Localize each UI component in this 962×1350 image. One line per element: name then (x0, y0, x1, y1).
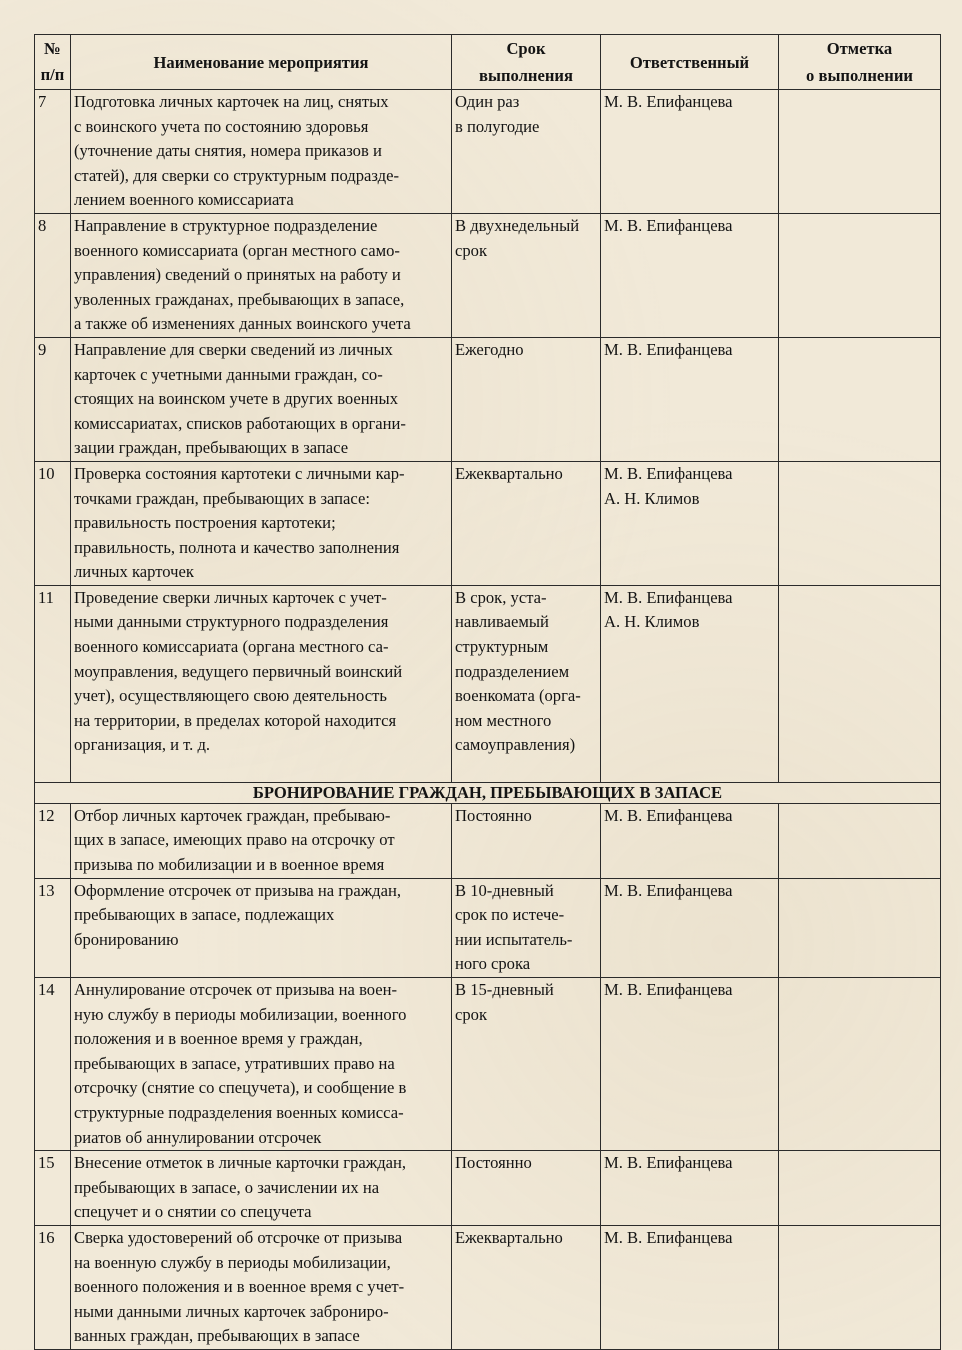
event-term (452, 803, 601, 878)
event-name-line: щих в запасе, имеющих право на отсрочку от (74, 830, 395, 850)
table-row (35, 978, 941, 1151)
event-name-line: пребывающих в запасе, подлежащих (74, 905, 335, 925)
event-name-line: спецучет и о снятии со спецучета (74, 1202, 312, 1222)
event-responsible (601, 461, 779, 585)
header-num (35, 35, 71, 90)
event-name (71, 1151, 452, 1226)
event-name (71, 1225, 452, 1349)
table-row (35, 213, 941, 337)
completion-mark-cell (779, 1225, 941, 1349)
event-name-line: Проведение сверки личных карточек с учет- (74, 587, 387, 607)
event-responsible (601, 90, 779, 214)
event-name-line: военного комиссариата (органа местного са- (74, 637, 389, 657)
responsible-person: М. В. Епифанцева (604, 1153, 733, 1173)
event-name-line: управления) сведений о принятых на работу и (74, 265, 401, 285)
event-name-line: структурные подразделения военных комисса- (74, 1103, 404, 1122)
completion-mark-cell (779, 337, 941, 461)
event-name-line: пребывающих в запасе, утративших право на (74, 1053, 395, 1073)
section-row (35, 782, 941, 803)
event-term (452, 337, 601, 461)
event-name-line: статей), для сверки со структурным подразде- (74, 165, 399, 185)
event-term-line: Постоянно (455, 1153, 532, 1173)
events-table (34, 34, 941, 1350)
event-term-line: срок (455, 240, 488, 260)
completion-mark-cell (779, 90, 941, 214)
table-row (35, 461, 941, 585)
header-term (452, 35, 601, 90)
event-name-line: стоящих на воинском учете в других военных (74, 389, 398, 409)
event-name-line: военного комиссариата (орган местного само- (74, 240, 400, 260)
event-term-line: В 10-дневный (455, 880, 554, 900)
event-name-line: ными данными личных карточек заброниро- (74, 1301, 389, 1321)
event-name-line: бронированию (74, 929, 179, 949)
event-term (452, 1151, 601, 1226)
event-term-line: структурным (455, 637, 549, 657)
completion-mark-cell (779, 978, 941, 1151)
event-name-line: комиссариатах, списков работающих в органи- (74, 413, 406, 433)
completion-mark-cell (779, 878, 941, 977)
event-responsible (601, 1225, 779, 1349)
event-term-line: срок по истече- (455, 905, 565, 925)
responsible-person: А. Н. Климов (604, 612, 700, 632)
event-name-line: ными данными структурного подразделения (74, 612, 389, 632)
event-term-line: в полугодие (455, 116, 540, 136)
event-name (71, 878, 452, 977)
section-title: БРОНИРОВАНИЕ ГРАЖДАН, ПРЕБЫВАЮЩИХ В ЗАПАСЕ (35, 782, 941, 803)
event-name-line: отсрочку (снятие со спецучета), и сообщение в (74, 1078, 407, 1098)
event-name-line: личных карточек (74, 562, 194, 582)
header-term-line: выполнения (479, 66, 573, 85)
table-row (35, 1151, 941, 1226)
event-term-line: подразделением (455, 661, 570, 681)
event-name-line: на территории, в пределах которой находится (74, 710, 397, 730)
event-name-line: положения и в военное время у граждан, (74, 1029, 363, 1049)
event-name-line: учет), осуществляющего свою деятельность (74, 686, 387, 706)
event-term-line: ном местного (455, 710, 552, 730)
event-term-line: Ежеквартально (455, 463, 563, 483)
event-term (452, 585, 601, 782)
event-name (71, 585, 452, 782)
event-term-line: Ежеквартально (455, 1227, 563, 1247)
completion-mark-cell (779, 213, 941, 337)
event-name-line: Направление для сверки сведений из личных (74, 339, 393, 359)
event-name-line: риатов об аннулировании отсрочек (74, 1127, 322, 1147)
event-name-line: точками граждан, пребывающих в запасе: (74, 488, 370, 508)
table-section (35, 782, 941, 803)
row-number: 7 (35, 90, 71, 214)
document-page (34, 34, 940, 1350)
table-body-part-1 (35, 90, 941, 783)
row-number: 10 (35, 461, 71, 585)
row-number: 11 (35, 585, 71, 782)
event-name-line: лением военного комиссариата (74, 190, 294, 210)
completion-mark-cell (779, 585, 941, 782)
responsible-person: А. Н. Климов (604, 488, 700, 508)
event-responsible (601, 803, 779, 878)
event-responsible (601, 585, 779, 782)
header-mark (779, 35, 941, 90)
table-row (35, 585, 941, 782)
event-term-line: навливаемый (455, 612, 549, 632)
row-number: 9 (35, 337, 71, 461)
row-number: 16 (35, 1225, 71, 1349)
row-number: 8 (35, 213, 71, 337)
event-name-line: Сверка удостоверений об отсрочке от призыва (74, 1227, 403, 1247)
header-responsible: Ответственный (601, 35, 779, 90)
responsible-person: М. В. Епифанцева (604, 215, 733, 235)
event-name-line: Подготовка личных карточек на лиц, снятых (74, 92, 389, 111)
event-term (452, 461, 601, 585)
event-name-line: Аннулирование отсрочек от призыва на воен- (74, 980, 398, 1000)
responsible-person: М. В. Епифанцева (604, 463, 733, 483)
event-name (71, 213, 452, 337)
event-name-line: моуправления, ведущего первичный воинский (74, 661, 403, 681)
event-name-line: призыва по мобилизации и в военное время (74, 855, 385, 875)
header-mark-line: о выполнении (806, 66, 913, 85)
event-name-line: организация, и т. д. (74, 735, 211, 755)
completion-mark-cell (779, 1151, 941, 1226)
event-name (71, 803, 452, 878)
table-header-row (35, 35, 941, 90)
row-number: 15 (35, 1151, 71, 1226)
event-name-line: пребывающих в запасе, о зачислении их на (74, 1177, 380, 1197)
header-num-line: п/п (40, 65, 65, 84)
event-name-line: (уточнение даты снятия, номера приказов и (74, 141, 382, 161)
event-responsible (601, 978, 779, 1151)
event-responsible (601, 1151, 779, 1226)
header-mark-line: Отметка (826, 39, 893, 58)
responsible-person: М. В. Епифанцева (604, 880, 733, 900)
event-name-line: Проверка состояния картотеки с личными кар- (74, 463, 405, 483)
event-term-line: военкомата (орга- (455, 686, 581, 706)
event-name-line: с воинского учета по состоянию здоровья (74, 116, 369, 136)
row-number: 12 (35, 803, 71, 878)
header-name: Наименование мероприятия (71, 35, 452, 90)
event-term-line: срок (455, 1004, 488, 1024)
event-term (452, 978, 601, 1151)
event-responsible (601, 878, 779, 977)
completion-mark-cell (779, 461, 941, 585)
event-term-line: В срок, уста- (455, 587, 547, 607)
event-name-line: ную службу в периоды мобилизации, военного (74, 1004, 407, 1024)
responsible-person: М. В. Епифанцева (604, 805, 733, 825)
completion-mark-cell (779, 803, 941, 878)
event-name-line: Направление в структурное подразделение (74, 215, 378, 235)
responsible-person: М. В. Епифанцева (604, 1227, 733, 1247)
header-term-line: Срок (506, 39, 546, 58)
table-row (35, 90, 941, 214)
event-name-line: на военную службу в периоды мобилизации, (74, 1252, 391, 1272)
event-name-line: карточек с учетными данными граждан, со- (74, 364, 383, 384)
event-term-line: В двухнедельный (455, 215, 580, 235)
event-name (71, 978, 452, 1151)
event-name-line: ванных граждан, пребывающих в запасе (74, 1326, 360, 1346)
event-term-line: нии испытатель- (455, 929, 573, 949)
row-number: 13 (35, 878, 71, 977)
event-name-line: Отбор личных карточек граждан, пребываю- (74, 805, 391, 825)
event-responsible (601, 337, 779, 461)
event-term-line: самоуправления) (455, 735, 576, 755)
event-name-line: а также об изменениях данных воинского учета (74, 314, 411, 334)
event-term (452, 90, 601, 214)
header-num-line: № (44, 39, 61, 58)
event-term-line: Один раз (455, 92, 520, 111)
table-row (35, 337, 941, 461)
event-name-line: военного положения и в военное время с учет- (74, 1277, 405, 1297)
table-body-part-2 (35, 803, 941, 1349)
event-responsible (601, 213, 779, 337)
event-term (452, 878, 601, 977)
event-name-line: Внесение отметок в личные карточки граждан, (74, 1153, 407, 1173)
responsible-person: М. В. Епифанцева (604, 980, 733, 1000)
event-term (452, 213, 601, 337)
responsible-person: М. В. Епифанцева (604, 339, 733, 359)
event-name (71, 461, 452, 585)
event-term-line: ного срока (455, 954, 531, 974)
event-name (71, 337, 452, 461)
event-term (452, 1225, 601, 1349)
event-term-line: В 15-дневный (455, 980, 554, 1000)
responsible-person: М. В. Епифанцева (604, 92, 733, 111)
event-term-line: Ежегодно (455, 339, 524, 359)
table-row (35, 878, 941, 977)
table-row (35, 803, 941, 878)
responsible-person: М. В. Епифанцева (604, 587, 733, 607)
event-term-line: Постоянно (455, 805, 532, 825)
table-row (35, 1225, 941, 1349)
event-name-line: правильность построения картотеки; (74, 513, 336, 533)
event-name (71, 90, 452, 214)
event-name-line: правильность, полнота и качество заполнения (74, 537, 400, 557)
event-name-line: Оформление отсрочек от призыва на граждан, (74, 880, 402, 900)
event-name-line: зации граждан, пребывающих в запасе (74, 438, 349, 458)
event-name-line: уволенных гражданах, пребывающих в запасе, (74, 289, 405, 309)
row-number: 14 (35, 978, 71, 1151)
